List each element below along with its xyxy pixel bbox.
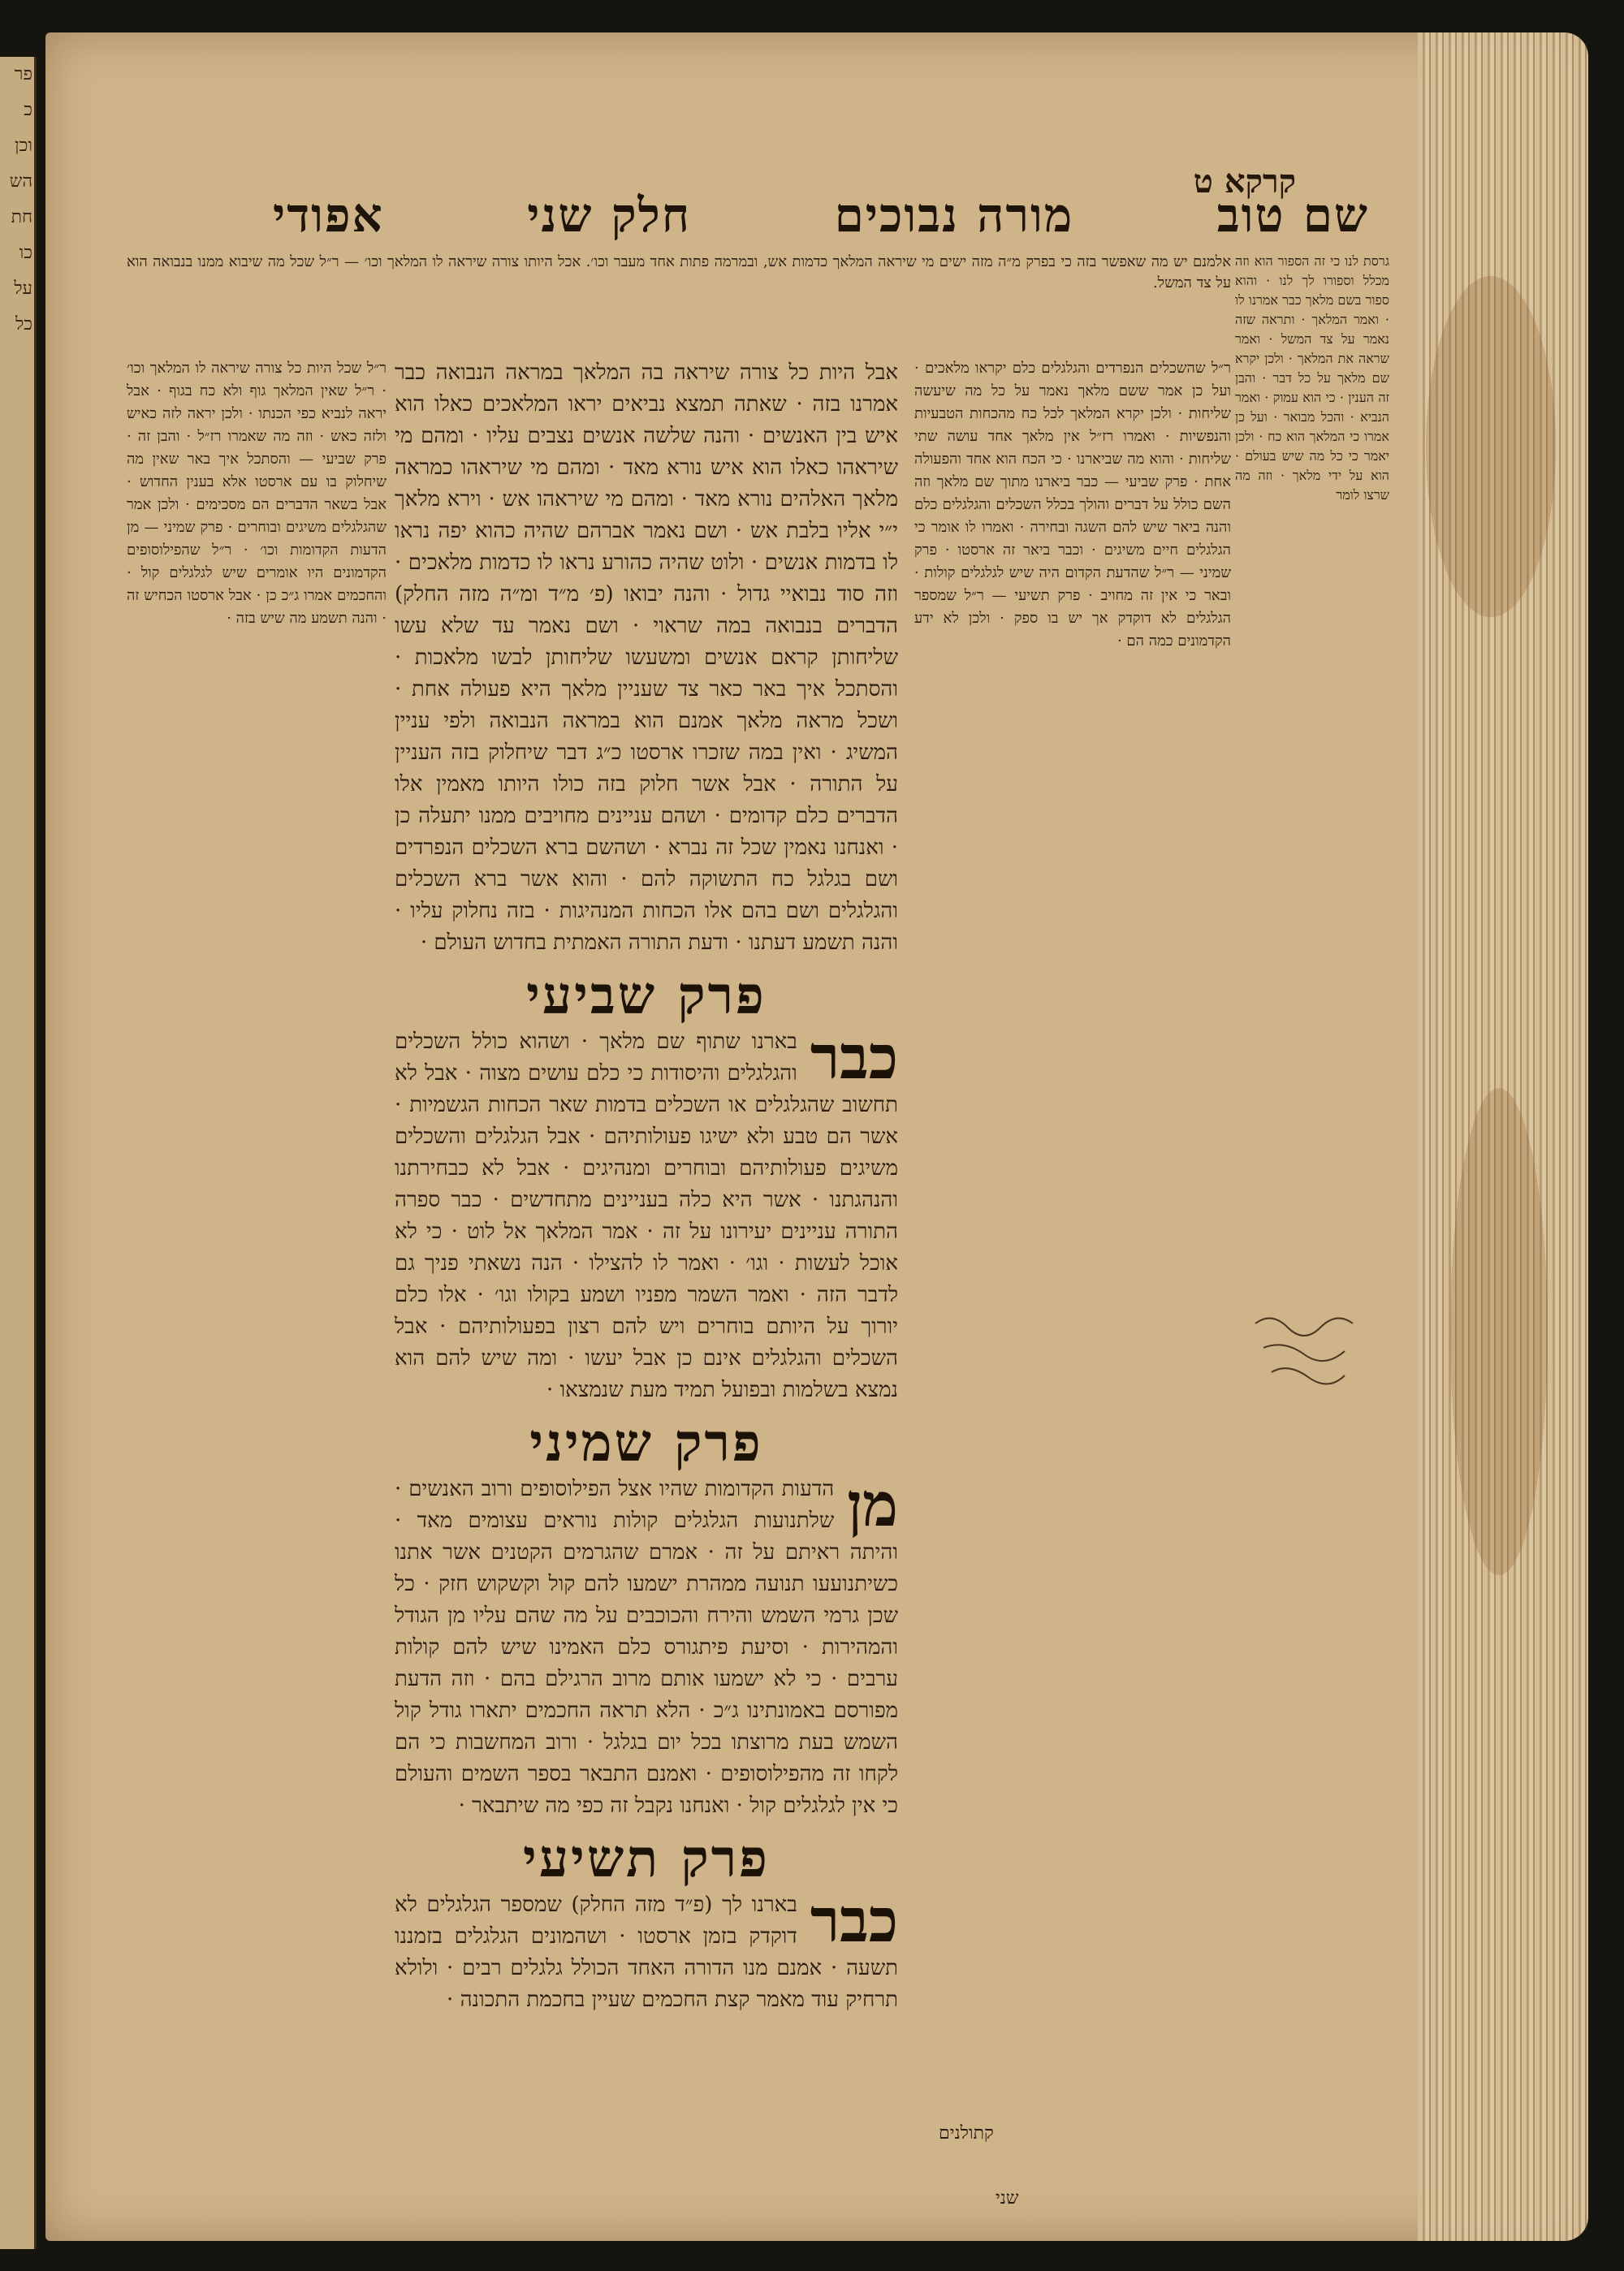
chapter-7-heading: פרק שביעי [526,965,767,1026]
chapter-9-paragraph [395,1886,898,2016]
commentary-column-left: ר״ל שכל היות כל צורה שיראה לו המלאך וכו׳ · ר״ל שאין המלאך גוף ולא כח בגוף · אבל יראה לנביא כפי הכנתו · ולכן יראה לזה כאיש ולזה כאש · וזה מה שאמרו רז״ל · והבן זה · פרק שביעי — והסתכל איך באר שאין מה שיחלוק בו עם ארסטו אלא בענין החדוש · אבל בשאר הדברים הם מסכימים · ולכן אמר שהגלגלים משיגים ובוחרים · פרק שמיני — מן הדעות הקדומות וכו׳ · ר״ל שהפילוסופים הקדמונים היו אומרים שיש לגלגלים קול · והחכמים אמרו ג״כ כן · אבל ארסטו הכחיש זה · והנה תשמע מה שיש בזה · [127,360,387,627]
top-commentary-block: אלמנם יש מה שאפשר בזה כי בפרק מ״ה מזה ישים מי שיראה המלאך כדמות אש, ובמרמה פתות אחד מעבר וכו׳. אכל היותו צורה שיראה לו המלאך וכו׳ — ר״ל שכל מה שיבוא ממנו בנבואה הוא על צד המשל. [127,253,1231,291]
chapter-8-drop-word: מן [847,1470,898,1540]
commentary-column-right: ר״ל שהשכלים הנפרדים והגלגלים כלם יקראו מלאכים · ועל כן אמר ששם מלאך נאמר על כל מה שיעשה שליחות · ולכן יקרא המלאך לכל כח מהכחות הטבעיות והנפשיות · ואמרו רז״ל אין מלאך אחד עושה שתי שליחות · והוא מה שביארנו · כי הכח הוא אחד והפעולה אחת · פרק שביעי — כבר ביארנו מתוך שם מלאך וזה השם כולל על דברים והולך בכלל השכלים והגלגלים כלם והנה ביאר שיש להם השגה ובחירה · ואמרו לו אומר כי הגלגלים חיים משיגים · וכבר ביאר זה ארסטו · פרק שמיני — ר״ל שהדעת הקדום היה שיש לגלגלים קולות · ובאר כי אין זה מחויב · פרק תשיעי — ר״ל שמספר הגלגלים לא דוקדק אך יש בו ספק · ולכן לא ידע הקדמונים כמה הם · [914,360,1231,650]
running-head-commentator: אפודי [273,188,384,243]
chapter-8-paragraph [395,1470,898,1822]
chapter-7-paragraph [395,1023,898,1406]
chapter-7-text: בארנו שתוף שם מלאך · ושהוא כולל השכלים והגלגלים והיסודות כי כלם עושים מצוה · אבל לא תחשוב שהגלגלים או השכלים בדמות שאר הכחות הגשמיות · אשר הם טבע ולא ישיגו פעולותיהם · אבל הגלגלים והשכלים משיגים פעולותיהם ובוחרים ומנהיגים · אבל לא כבחירתנו והנהגתנו · אשר היא כלה בעניינים מתחדשים · כבר ספרה התורה עניינים יעירונו על זה · אמר המלאך אל לוט · כי לא אוכל לעשות · וגו׳ · ואמר לו להצילו · הנה נשאתי פניך גם לדבר הזה · ואמר השמר מפניו ושמע בקולו וגו׳ · אלו כלם יורוך על היותם בוחרים ויש להם רצון בפעולותיהם · אבל השכלים והגלגלים אינם כן אבל יעשו · ומה שיש להם הוא נמצא בשלמות ובפועל תמיד מעת שנמצאו · [395,1030,898,1402]
chapter-9-drop-word: כבר [810,1886,898,1956]
handwritten-annotation [1247,1307,1385,1397]
catchword: שני [996,2188,1019,2208]
running-head-title: מורה נבוכים [834,188,1074,243]
verso-text-fragment: פר כ וכן הש חת כו על כל [9,64,32,335]
running-head-author: שם טוב [1216,188,1369,243]
folio-number: קרקא ט [1193,162,1296,201]
chapter-9-heading: פרק תשיעי [523,1828,770,1889]
main-intro-paragraph: אבל היות כל צורה שיראה בה המלאך במראה הנבואה כבר אמרנו בזה · שאתה תמצא נביאים יראו המלאכים כאלו הוא איש בין האנשים · והנה שלשה אנשים נצבים עליו · ומהם מי שיראהו כאלו הוא איש נורא מאד · ומהם מי שיראהו כמראה מלאך האלהים נורא מאד · ומהם מי שיראהו אש · וירא מלאך י״י אליו בלבת אש · ושם נאמר אברהם שהיה כהוא יפה נראו לו בדמות אנשים · ולוט שהיה כהורע נראו לו כדמות מלאכים · וזה סוד נבואיי גדול · והנה יבואו (פ׳ מ״ד ומ״ה מזה החלק) הדברים בנבואה במה שראוי · ושם נאמר עד שלא עשו שליחותן קראם אנשים ומשעשו שליחותן לבשו מלאכות · והסתכל איך באר כאר צד שעניין מלאך היא פעולה אחת · ושכל מראה מלאך אמנם הוא במראה הנבואה ולפי עניין המשיג · ואין במה שזכרו ארסטו כ״ג דבר שיחלוק בזה העניין על התורה · אבל אשר חלוק בזה כולו היותו מאמין אלו הדברים כלם קדומים · ושהם עניינים מחויבים ממנו יתעלה כן · ואנחנו נאמין שכל זה נברא · ושהשם ברא השכלים הנפרדים ושם בגלגל כח התשוקה להם · והוא אשר ברא השכלים והגלגלים ושם בהם אלו הכחות המנהיגות · בזה נחלוק עליו · והנה תשמע דעתנו · ודעת התורה האמתית בחדוש העולם · [395,361,898,955]
chapter-8-heading: פרק שמיני [529,1413,763,1474]
book-page [45,32,1588,2241]
commentary-catchword: קתולנים [939,2123,994,2144]
water-stain [1426,276,1556,617]
verso-page-edge [0,57,37,2249]
chapter-9-text: בארנו לך (פ״ד מזה החלק) שמספר הגלגלים לא דוקדק בזמן ארסטו · ושהמונים הגלגלים בזמננו תשעה · אמנם מנו הדורה האחד הכולל גלגלים רבים · ולולא תרחיק עוד מאמר קצת החכמים שעיין בחכמת התכונה · [395,1893,898,2012]
chapter-7-drop-word: כבר [810,1023,898,1093]
water-stain [1450,1088,1548,1575]
running-head-part: חלק שני [527,188,692,243]
marginal-notes-column: גרסת לנו כי זה הספור הוא וזה מכלל וספורו לך לנו · והוא ספור בשם מלאך כבר אמרנו לו · ואמר המלאך · ותראה שזה נאמר על צד המשל · ואמר שראה את המלאך · ולכן יקרא שם מלאך על כל דבר · והבן זה הענין · כי הוא עמוק · ואמר הנביא · והכל מבואר · ועל כן אמרו כי המלאך הוא כח · ולכן יאמר כי כל מה שיש בעולם · הוא על ידי מלאך · וזה מה שרצו לומר [1235,253,1389,503]
chapter-8-text: הדעות הקדומות שהיו אצל הפילוסופים ורוב האנשים · שלתנועות הגלגלים קולות נוראים עצומים מאד · והיתה ראיתם על זה · אמרם שהגרמים הקטנים אשר אתנו כשיתנועעו תנועה ממהרת ישמעו להם קול וקשקוש חזק · כל שכן גרמי השמש והירח והכוכבים על מה שהם עליו מן הגודל והמהירות · וסיעת פיתגורס כלם האמינו שיש להם קולות ערבים · כי לא ישמעו אותם מרוב הרגילם בהם · וזה הדעת מפורסם באמונתינו ג״כ · הלא תראה החכמים יתארו גודל קול השמש בעת מרוצתו בכל יום בגלגל · ורוב המחשבות כי הם לקחו זה מהפילוסופים · ואמנם התבאר בספר השמים והעולם כי אין לגלגלים קול · ואנחנו נקבל זה כפי מה שיתבאר · [395,1477,898,1818]
main-text-column [395,357,898,2019]
